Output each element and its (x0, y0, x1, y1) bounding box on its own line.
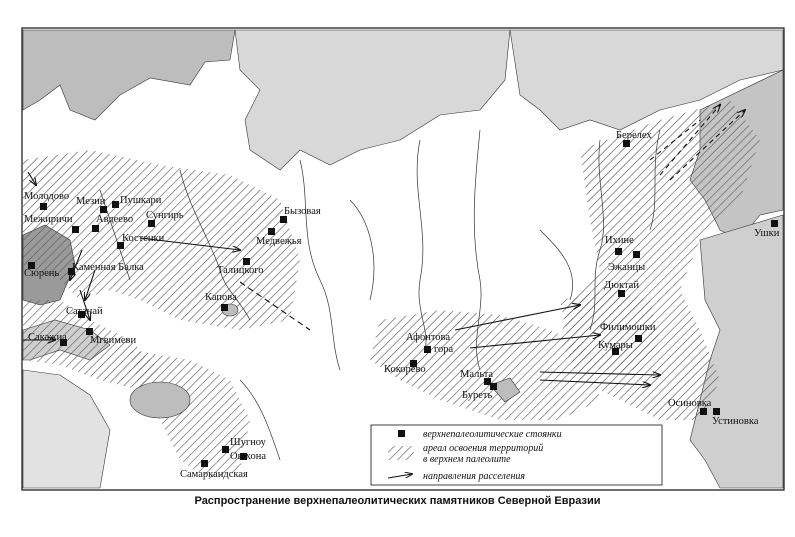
site-label-kumary: Кумары (598, 340, 633, 351)
site-label-ezhantsy: Эжанцы (608, 262, 646, 273)
site-marker-mezhirichi (72, 226, 79, 233)
site-label-kostenki: Костенки (122, 233, 165, 244)
site-label-osinovka: Осиновка (668, 398, 712, 409)
site-marker-filimoshki (635, 335, 642, 342)
legend-arrows-label: направления расселения (423, 471, 526, 482)
site-label-avdeevo: Авдеево (96, 214, 134, 225)
legend-area-label-2: в верхнем палеолите (423, 454, 511, 465)
site-label-berelekh: Берелех (616, 130, 652, 141)
site-label-sungir: Сунгирь (146, 210, 184, 221)
site-label-ikhine: Ихине (605, 235, 634, 246)
site-marker-afontova (424, 346, 431, 353)
legend-sites-label: верхнепалеолитические стоянки (423, 429, 562, 440)
site-label-talitskogo: Талицкого (217, 265, 264, 276)
site-label-oshkhona: Ошхона (230, 451, 267, 462)
site-label-medvezhya: Медвежья (256, 236, 302, 247)
site-label-shugnou: Шугноу (230, 437, 266, 448)
site-marker-samarkandskaya (201, 460, 208, 467)
site-marker-ustinovka (713, 408, 720, 415)
map-caption: Распространение верхнепалеолитических памятников Северной Евразии (194, 495, 601, 507)
site-label-filimoshki: Филимошки (600, 322, 656, 333)
legend-site-symbol (398, 430, 405, 437)
site-marker-byzovaya (280, 216, 287, 223)
site-label-mezin: Мезин (76, 196, 106, 207)
legend-area-label-1: ареал освоения территорий (423, 443, 544, 454)
site-label-sakazhia: Сакажиа (28, 332, 67, 343)
site-marker-avdeevo (92, 225, 99, 232)
site-marker-ikhine (615, 248, 622, 255)
site-label-dyuktay: Дюктай (604, 280, 639, 291)
site-label-malta: Мальта (460, 369, 494, 380)
site-marker-sungir (148, 220, 155, 227)
site-label-ushki: Ушки (754, 228, 780, 239)
site-label-mezhirichi: Межиричи (24, 214, 73, 225)
site-marker-osinovka (700, 408, 707, 415)
site-label-kapova: Капова (205, 292, 237, 303)
legend-area-symbol (388, 446, 414, 460)
site-marker-medvezhya (268, 228, 275, 235)
site-label-satanay: Сатанай (66, 306, 103, 317)
site-marker-kapova (221, 304, 228, 311)
site-label-ustinovka: Устиновка (712, 416, 759, 427)
site-label-afontova: Афонтова (406, 332, 451, 343)
site-label-afontova-gora: гора (434, 344, 454, 355)
site-label-buret: Буреть (462, 390, 493, 401)
site-marker-pushkari (112, 201, 119, 208)
site-label-kokorevo: Кокорево (384, 364, 426, 375)
site-marker-buret (490, 383, 497, 390)
legend (371, 425, 662, 485)
site-label-pushkari: Пушкари (120, 195, 162, 206)
site-marker-mezin (100, 206, 107, 213)
site-label-syuren: Сюрень (24, 268, 60, 279)
site-marker-dyuktay (618, 290, 625, 297)
site-marker-shugnou (222, 446, 229, 453)
site-marker-ushki (771, 220, 778, 227)
site-label-samarkandskaya: Самаркандская (180, 469, 248, 480)
site-label-mgvimevi: Мгвимеви (90, 335, 137, 346)
site-marker-mgvimevi (86, 328, 93, 335)
site-label-molodovo: Молодово (24, 191, 70, 202)
site-marker-ezhantsy (633, 251, 640, 258)
site-marker-talitskogo (243, 258, 250, 265)
site-marker-molodovo (40, 203, 47, 210)
site-label-kamennaya-balka: Каменная Балка (72, 262, 144, 273)
site-marker-berelekh (623, 140, 630, 147)
site-label-byzovaya: Бызовая (284, 206, 321, 217)
